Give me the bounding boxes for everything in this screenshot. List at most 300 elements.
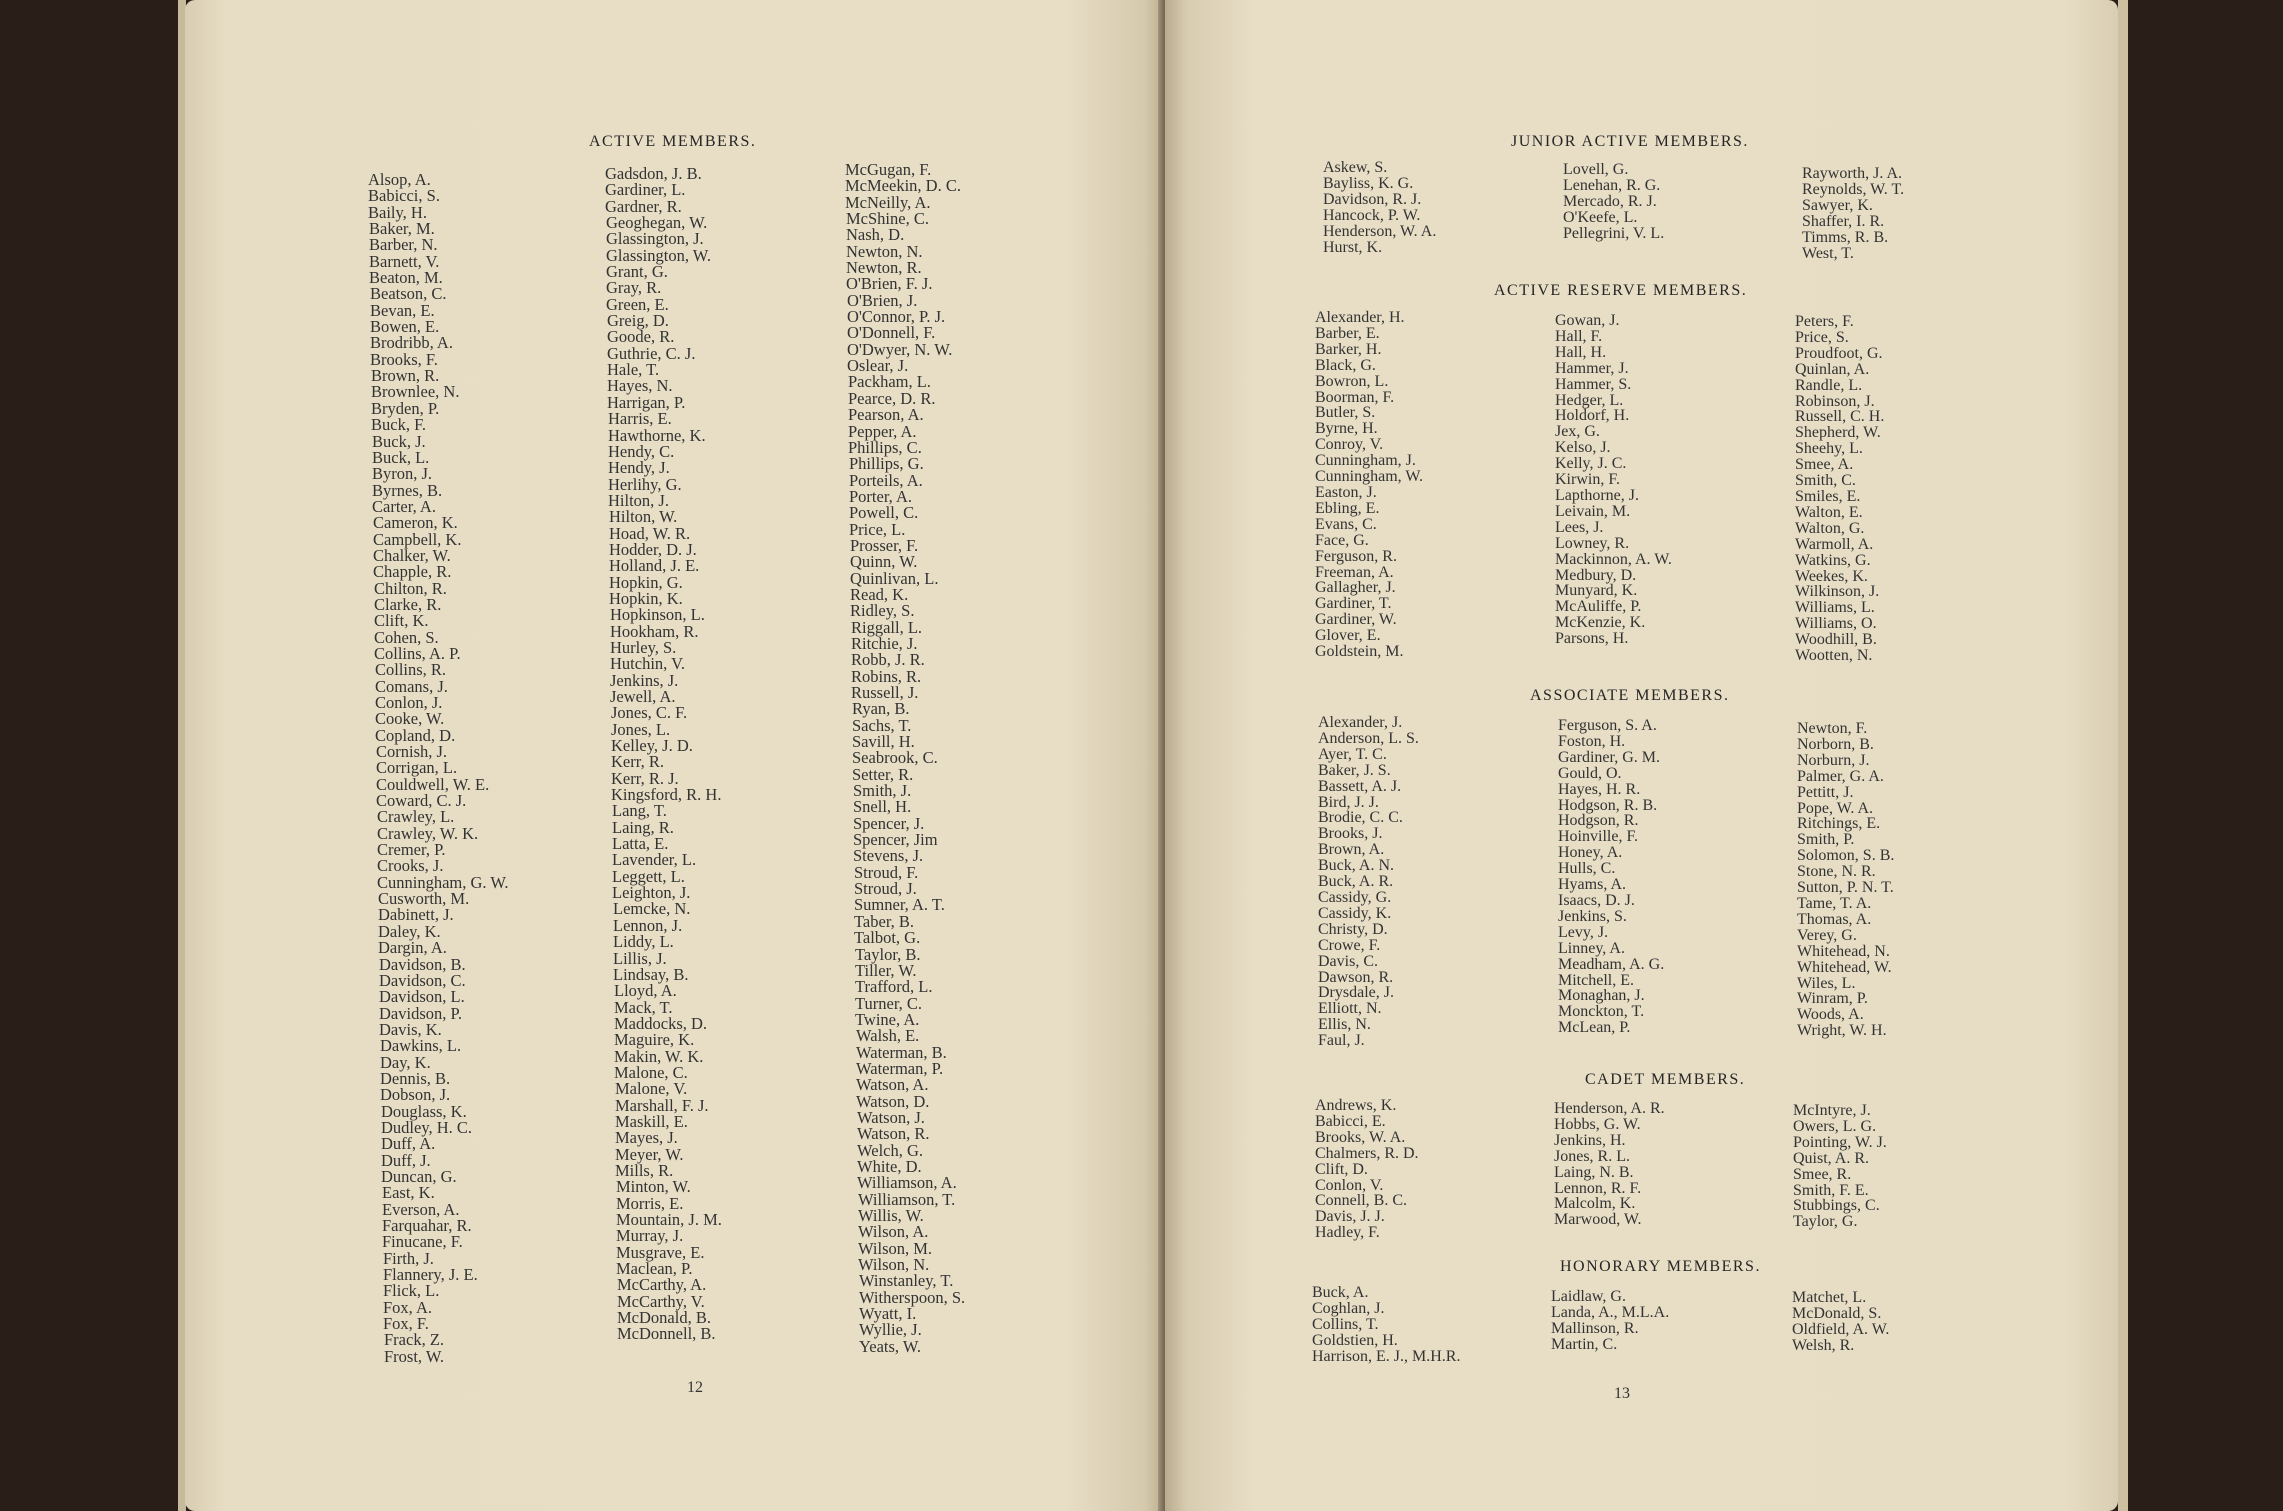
member-name: O'Brien, F. J. [846,274,933,294]
member-name: Comans, J. [375,676,448,696]
member-name: Dawkins, L. [380,1036,462,1056]
member-name: Quinn, W. [850,552,918,572]
member-name: McMeekin, D. C. [845,176,961,196]
member-name: Flannery, J. E. [383,1265,478,1285]
member-name: Cremer, P. [377,840,446,860]
member-name: Clift, K. [374,611,429,631]
member-name: Read, K. [850,584,909,604]
member-name: Proudfoot, G. [1795,344,1883,362]
member-name: Lennon, J. [613,915,683,935]
member-name: Guthrie, C. J. [607,343,696,363]
member-name: Ritchie, J. [851,633,918,653]
member-name: Bowen, E. [370,317,440,337]
member-name: Hyams, A. [1558,876,1626,894]
member-name: Watson, R. [857,1124,930,1144]
member-name: Hopkin, K. [609,588,683,608]
member-name: Duff, A. [381,1134,436,1154]
member-name: Kirwin, F. [1555,471,1620,489]
member-name: Buck, J. [372,431,426,451]
member-name: Lenehan, R. G. [1563,176,1661,194]
member-name: Hale, T. [607,360,660,380]
member-name: Davidson, R. J. [1323,190,1422,208]
member-name: Hadley, F. [1315,1224,1380,1242]
member-name: Conroy, V. [1315,436,1384,454]
member-name: Gadsdon, J. B. [605,164,702,183]
member-name: McGugan, F. [845,160,932,179]
member-name: Oslear, J. [847,356,909,376]
member-name: Goldstien, H. [1312,1331,1398,1349]
member-name: Jones, C. F. [611,703,688,723]
member-name: Pearce, D. R. [848,388,936,408]
member-name: Babicci, E. [1315,1112,1386,1130]
member-name: Barber, N. [369,235,438,255]
member-name: Savill, H. [852,732,915,752]
member-name: Boorman, F. [1315,388,1395,406]
member-name: Oldfield, A. W. [1792,1320,1890,1338]
member-name: Phillips, G. [849,454,924,474]
member-name: Holdorf, H. [1555,407,1630,425]
member-name: Isaacs, D. J. [1558,891,1635,909]
member-name: Beaton, M. [369,268,443,288]
member-name: Kerr, R. [611,752,664,772]
member-name: Dudley, H. C. [381,1117,473,1137]
member-name: Mallinson, R. [1551,1319,1639,1337]
member-name: Welch, G. [857,1140,924,1160]
member-name: Talbot, G. [854,928,921,948]
member-name: Price, L. [849,519,906,539]
member-name: Linney, A. [1558,939,1625,957]
member-name: Laidlaw, G. [1551,1288,1626,1305]
member-name: Brooks, W. A. [1315,1128,1406,1146]
junior-members-column-1 [1323,160,1436,255]
member-name: Ayer, T. C. [1318,745,1387,763]
member-name: Verey, G. [1797,926,1857,944]
member-name: Jex, G. [1555,423,1600,441]
member-name: Gowan, J. [1555,312,1620,329]
member-name: Mayes, J. [615,1128,678,1148]
member-name: Lavender, L. [612,850,697,870]
member-name: Everson, A. [382,1199,460,1219]
member-name: Douglass, K. [381,1101,467,1121]
member-name: Wright, W. H. [1797,1022,1887,1040]
member-name: Dobson, J. [380,1085,451,1105]
reserve-members-column-1 [1315,310,1423,660]
member-name: Gardiner, G. M. [1558,748,1660,766]
member-name: Smee, A. [1795,456,1854,474]
member-name: Munyard, K. [1555,582,1638,600]
member-name: McDonnell, B. [617,1324,716,1344]
member-name: Hendy, C. [608,441,675,461]
member-name: Lemcke, N. [613,899,691,919]
member-name: Marshall, F. J. [615,1095,709,1115]
member-name: Coghlan, J. [1312,1299,1385,1317]
active-members-heading: ACTIVE MEMBERS. [589,133,757,150]
member-name: Malone, C. [614,1062,688,1082]
member-name: Spencer, Jim [853,830,938,850]
member-name: Day, K. [380,1052,431,1072]
member-name: Walsh, E. [856,1026,920,1046]
member-name: Glover, E. [1315,627,1381,645]
member-name: Hurst, K. [1323,238,1383,256]
member-name: Black, G. [1315,356,1376,374]
member-name: Cornish, J. [376,742,448,762]
member-name: Sutton, P. N. T. [1797,879,1894,897]
member-name: Geoghegan, W. [606,213,708,233]
member-name: Mercado, R. J. [1563,192,1657,210]
member-name: Martin, C. [1551,1335,1618,1353]
member-name: Welsh, R. [1792,1336,1855,1354]
member-name: Fox, A. [383,1297,433,1317]
member-name: Williams, L. [1795,599,1875,617]
member-name: Mackinnon, A. W. [1555,550,1672,568]
member-name: Brodribb, A. [370,333,453,353]
member-name: Willis, W. [858,1206,924,1225]
member-name: Drysdale, J. [1318,984,1394,1002]
member-name: Barnett, V. [369,251,440,271]
member-name: Cooke, W. [375,709,445,729]
member-name: Brodie, C. C. [1318,809,1403,827]
member-name: Hodder, D. J. [609,539,697,559]
member-name: Hoinville, F. [1558,828,1639,846]
member-name: Gardner, R. [605,196,682,216]
member-name: Harrison, E. J., M.H.R. [1312,1347,1461,1365]
member-name: Pettitt, J. [1797,783,1854,801]
member-name: Goode, R. [607,327,675,347]
member-name: Ebling, E. [1315,499,1380,517]
member-name: Hopkin, G. [609,572,683,592]
member-name: Timms, R. B. [1802,228,1889,246]
member-name: Nash, D. [846,225,905,245]
member-name: Campbell, K. [373,529,462,549]
member-name: Babicci, S. [368,186,440,206]
member-name: Meadham, A. G. [1558,955,1665,973]
member-name: Green, E. [606,294,669,314]
member-name: Robins, R. [851,666,922,686]
member-name: O'Dwyer, N. W. [847,339,953,359]
member-name: Makin, W. K. [614,1046,704,1066]
member-name: Davis, J. J. [1315,1208,1385,1226]
member-name: Lapthorne, J. [1555,486,1639,504]
member-name: Wilson, A. [858,1222,929,1242]
member-name: Tiller, W. [855,960,917,980]
member-name: Mills, R. [615,1160,674,1180]
member-name: Hawthorne, K. [608,425,706,445]
member-name: Malone, V. [615,1079,688,1099]
member-name: Alsop, A. [368,170,431,189]
member-name: Kelly, J. C. [1555,455,1627,473]
member-name: Ritchings, E. [1797,815,1881,833]
reserve-members-column-3 [1795,314,1884,664]
member-name: Watkins, G. [1795,551,1871,569]
member-name: Jenkins, H. [1554,1131,1626,1149]
member-name: Lindsay, B. [613,964,689,984]
member-name: Wilson, M. [858,1238,933,1258]
member-name: Ryan, B. [852,699,910,719]
member-name: Hammer, J. [1555,359,1629,377]
member-name: Whitehead, W. [1797,958,1892,976]
member-name: Meyer, W. [615,1144,684,1164]
member-name: Buck, L. [372,447,430,467]
member-name: Laing, N. B. [1554,1163,1634,1181]
member-name: Snell, H. [853,797,912,817]
member-name: Monckton, T. [1558,1003,1645,1021]
member-name: Henderson, W. A. [1323,222,1437,240]
member-name: Hookham, R. [610,621,699,641]
member-name: Buck, A. N. [1318,857,1394,875]
member-name: Harris, E. [608,409,672,429]
member-name: Hayes, H. R. [1558,780,1641,798]
member-name: Barker, H. [1315,340,1382,358]
member-name: Greig, D. [607,311,669,331]
member-name: Wilkinson, J. [1795,583,1880,601]
member-name: Winstanley, T. [859,1271,954,1291]
member-name: Davis, K. [379,1019,442,1039]
member-name: Elliott, N. [1318,1000,1382,1018]
member-name: Crooks, J. [377,856,444,876]
member-name: Woodhill, B. [1795,631,1877,649]
member-name: Latta, E. [612,834,669,854]
member-name: Foston, H. [1558,732,1626,750]
member-name: Watson, A. [856,1075,929,1095]
member-name: Newton, R. [846,258,922,278]
member-name: McDonald, S. [1792,1304,1882,1322]
member-name: Morris, E. [616,1193,684,1213]
member-name: Ridley, S. [850,601,915,621]
member-name: Hurley, S. [610,637,677,657]
member-name: Pope, W. A. [1797,799,1874,817]
left-page [185,0,1165,1511]
member-name: Christy, D. [1318,920,1388,938]
junior-active-members-heading: JUNIOR ACTIVE MEMBERS. [1511,133,1749,150]
member-name: Pointing, W. J. [1793,1133,1887,1151]
active-members-column-3 [845,162,965,1355]
member-name: Dawson, R. [1318,968,1394,986]
junior-members-column-2 [1563,162,1664,242]
member-name: Twine, A. [855,1009,920,1029]
member-name: Waterman, B. [856,1042,947,1062]
honorary-members-column-3 [1792,1290,1889,1354]
member-name: Gardiner, W. [1315,611,1397,629]
member-name: Davis, C. [1318,952,1378,970]
member-name: Laing, R. [612,817,674,837]
member-name: Seabrook, C. [852,748,938,768]
member-name: Rayworth, J. A. [1802,165,1902,182]
member-name: Brownlee, N. [371,382,460,402]
member-name: Robinson, J. [1795,392,1875,410]
member-name: Byrne, H. [1315,420,1378,438]
member-name: Taylor, G. [1793,1213,1858,1231]
member-name: Anderson, L. S. [1318,729,1419,747]
member-name: Pepper, A. [848,421,917,441]
page-number-right: 13 [1614,1385,1630,1402]
member-name: McLean, P. [1558,1019,1631,1037]
member-name: O'Donnell, F. [847,323,936,343]
member-name: Buck, A. [1312,1284,1369,1301]
member-name: Dargin, A. [378,938,447,958]
member-name: Kelley, J. D. [611,736,693,756]
member-name: Smith, F. E. [1793,1181,1869,1199]
member-name: Beatson, C. [370,284,447,304]
member-name: Hammer, S. [1555,375,1632,393]
member-name: Gardiner, L. [605,180,686,200]
member-name: Parsons, H. [1555,630,1629,648]
member-name: Baker, M. [369,219,435,239]
member-name: Bryden, P. [371,398,440,418]
member-name: Smith, C. [1795,472,1856,490]
member-name: Andrews, K. [1315,1097,1397,1114]
page-number-left: 12 [687,1379,703,1396]
member-name: Conlon, V. [1315,1176,1384,1194]
member-name: Reynolds, W. T. [1802,180,1905,198]
member-name: Grant, G. [606,262,668,282]
member-name: Whitehead, N. [1797,942,1890,960]
member-name: Wiles, L. [1797,974,1856,992]
member-name: Monaghan, J. [1558,987,1645,1005]
member-name: Peters, F. [1795,313,1854,330]
member-name: Hulls, C. [1558,860,1616,878]
member-name: Chilton, R. [374,578,447,598]
member-name: Price, S. [1795,328,1849,346]
member-name: Bayliss, K. G. [1323,174,1414,192]
honorary-members-column-1 [1312,1285,1460,1365]
member-name: Matchet, L. [1792,1289,1867,1306]
member-name: Buck, F. [371,415,427,435]
member-name: Owers, L. G. [1793,1117,1877,1135]
member-name: Herlihy, G. [608,474,682,494]
member-name: Packham, L. [848,372,931,392]
member-name: Chalker, W. [373,545,451,565]
member-name: Maddocks, D. [614,1013,708,1033]
member-name: Conlon, J. [375,693,443,712]
member-name: Hoad, W. R. [609,523,691,543]
member-name: Jenkins, J. [610,670,679,690]
member-name: Wootten, N. [1795,647,1873,665]
member-name: Evans, C. [1315,515,1377,533]
member-name: Butler, S. [1315,404,1376,422]
member-name: West, T. [1802,244,1854,262]
member-name: Faul, J. [1318,1032,1365,1050]
member-name: Crawley, W. K. [377,823,479,843]
member-name: Cunningham, J. [1315,452,1416,470]
member-name: Crawley, L. [377,807,455,827]
member-name: Collins, A. P. [374,643,461,663]
member-name: Dennis, B. [380,1068,451,1088]
member-name: Cohen, S. [374,627,439,647]
member-name: Harrigan, P. [607,392,686,412]
reserve-members-column-2 [1555,313,1672,647]
member-name: Holland, J. E. [609,556,700,576]
member-name: Cassidy, G. [1318,888,1392,906]
member-name: Davidson, P. [379,1003,462,1023]
member-name: Cassidy, K. [1318,904,1392,922]
member-name: Mountain, J. M. [616,1210,722,1229]
member-name: Newton, N. [846,241,923,261]
member-name: Hodgson, R. [1558,812,1639,830]
member-name: Quist, A. R. [1793,1149,1870,1167]
member-name: Glassington, J. [606,229,704,249]
member-name: Medbury, D. [1555,566,1637,584]
member-name: Frack, Z. [384,1330,445,1350]
member-name: Williamson, T. [858,1189,956,1209]
member-name: Fox, F. [383,1314,429,1334]
member-name: Lennon, R. F. [1554,1179,1642,1197]
member-name: Firth, J. [383,1248,434,1268]
member-name: Leivain, M. [1555,502,1631,520]
member-name: O'Brien, J. [847,290,918,310]
active-members-column-2 [605,166,722,1343]
member-name: Maguire, K. [614,1030,695,1050]
member-name: Hobbs, G. W. [1554,1115,1641,1133]
member-name: Williams, O. [1795,615,1877,633]
member-name: Hutchin, V. [610,654,686,674]
member-name: Kerr, R. J. [611,768,679,788]
member-name: Prosser, F. [850,535,919,555]
member-name: Shaffer, I. R. [1802,212,1885,230]
member-name: McNeilly, A. [845,192,931,212]
associate-members-column-1 [1318,715,1419,1049]
member-name: Easton, J. [1315,483,1377,501]
honorary-members-heading: HONORARY MEMBERS. [1560,1258,1761,1275]
member-name: Levy, J. [1558,923,1609,941]
member-name: Quinlan, A. [1795,360,1870,378]
associate-members-column-2 [1558,718,1664,1036]
member-name: Lillis, J. [613,948,667,968]
right-page [1165,0,2118,1511]
member-name: Hendy, J. [608,458,670,478]
member-name: Leighton, J. [612,883,691,903]
member-name: Smiles, E. [1795,487,1861,505]
member-name: Kelso, J. [1555,439,1611,457]
member-name: Waterman, P. [856,1058,944,1078]
cadet-members-column-3 [1793,1103,1887,1230]
member-name: Norborn, B. [1797,735,1874,753]
member-name: Glassington, W. [606,245,711,265]
member-name: East, K. [382,1183,435,1203]
member-name: Witherspoon, S. [859,1287,966,1307]
member-name: Chalmers, R. D. [1315,1144,1419,1162]
member-name: Wilson, N. [858,1255,930,1275]
member-name: Chapple, R. [373,562,452,582]
member-name: Coward, C. J. [376,791,467,811]
member-name: Mitchell, E. [1558,971,1634,989]
member-name: Hancock, P. W. [1323,206,1421,224]
member-name: Taber, B. [854,911,915,931]
member-name: Brooks, J. [1318,825,1383,843]
member-name: Alexander, H. [1315,309,1405,326]
member-name: Henderson, A. R. [1554,1100,1665,1117]
member-name: Duff, J. [381,1150,431,1170]
member-name: Spencer, J. [853,813,925,833]
member-name: Quinlivan, L. [850,568,939,588]
member-name: Sachs, T. [852,715,912,735]
member-name: Finucane, F. [382,1232,463,1252]
member-name: Minton, W. [616,1177,691,1197]
member-name: Hilton, J. [608,490,669,510]
member-name: Daley, K. [378,921,441,941]
member-name: Mack, T. [614,997,673,1017]
member-name: Solomon, S. B. [1797,847,1895,865]
member-name: Cameron, K. [373,513,458,533]
member-name: Hilton, W. [609,507,678,527]
member-name: Maclean, P. [616,1259,693,1279]
member-name: Lang, T. [612,801,667,821]
member-name: Smee, R. [1793,1165,1852,1183]
member-name: Freeman, A. [1315,563,1394,581]
member-name: Jewell, A. [610,687,676,706]
member-name: Musgrave, E. [616,1242,705,1262]
member-name: Davidson, C. [379,970,466,990]
associate-members-column-3 [1797,721,1894,1039]
